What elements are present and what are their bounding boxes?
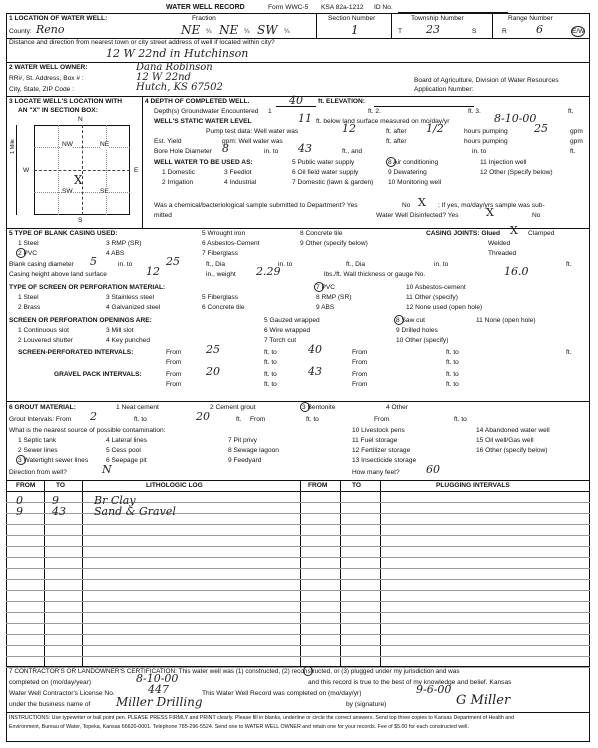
contam-11: 11 Fuel storage bbox=[352, 437, 398, 444]
business-name-value: Miller Drilling bbox=[116, 695, 203, 709]
instructions-line1: INSTRUCTIONS: Use typewriter or ball point pen. PLEASE PRESS FIRMLY and PRINT clearly. Please fill in blanks, underline or circle the correct answers. Send top three copies to Kansas Department of Health and bbox=[9, 715, 515, 721]
log-from-cell: 9 bbox=[16, 505, 23, 518]
section1-label: 1 LOCATION OF WATER WELL: bbox=[9, 15, 108, 22]
log-row-line bbox=[6, 524, 590, 525]
direction-value: N bbox=[102, 463, 112, 476]
completed-label: completed on (mo/day/year) bbox=[9, 679, 92, 686]
opening-9: 9 Drilled holes bbox=[396, 327, 438, 334]
contam-1: 1 Septic tank bbox=[18, 437, 57, 444]
gpi-from-value: 20 bbox=[206, 365, 220, 378]
distance-label: Distance and direction from nearest town or city street address of well if located within city? bbox=[9, 39, 275, 46]
log-row-line bbox=[6, 623, 590, 624]
yield-label2: gpm: Well water was bbox=[222, 138, 283, 145]
depth-label: 4 DEPTH OF COMPLETED WELL. bbox=[145, 98, 250, 105]
screen-12: 12 None used (open hole) bbox=[406, 304, 483, 311]
bcd-ft-dia: ft., Dia bbox=[206, 261, 226, 268]
opening-8-circle bbox=[394, 315, 404, 325]
static-level-value: 11 bbox=[298, 112, 312, 125]
gauge-value: 16.0 bbox=[504, 265, 529, 278]
threaded-label: Threaded bbox=[488, 250, 517, 257]
use-9: 9 Dewatering bbox=[388, 169, 427, 176]
record-completed-label: This Water Well Record was completed on (mo/day/yr) bbox=[202, 690, 362, 697]
casing-1: 1 Steel bbox=[18, 240, 39, 247]
gpi-ft-to-3: ft. to bbox=[264, 381, 277, 388]
county-value: Reno bbox=[36, 23, 65, 36]
contamination-label: What is the nearest source of possible contamination: bbox=[9, 427, 166, 434]
screen-6: 6 Concrete tile bbox=[202, 304, 245, 311]
log-to-cell: 43 bbox=[52, 505, 66, 518]
quad-ne: NE bbox=[100, 141, 110, 148]
disinfected-no: No bbox=[532, 212, 541, 219]
grout-1: 1 Neat cement bbox=[116, 404, 159, 411]
gw-3: ft. 3. bbox=[468, 108, 481, 115]
casing-height-value: 12 bbox=[146, 265, 160, 278]
use-11: 11 Injection well bbox=[480, 159, 527, 166]
chem-label: Was a chemical/bacteriological sample submitted to Department? Yes bbox=[154, 202, 358, 209]
form-number: Form WWC-5 bbox=[268, 4, 309, 11]
direction-label: Direction from well? bbox=[9, 469, 67, 476]
opening-3: 3 Mill slot bbox=[106, 327, 134, 334]
contam-14: 14 Abandoned water well bbox=[476, 427, 550, 434]
use-6: 6 Oil field water supply bbox=[292, 169, 359, 176]
gpi-from-label-3: From bbox=[166, 381, 182, 388]
contam-9: 9 Feedyard bbox=[228, 457, 262, 464]
gravel-pack-label: GRAVEL PACK INTERVALS: bbox=[54, 371, 142, 378]
chem-no-mark: X bbox=[418, 196, 426, 209]
gpi-to-value: 43 bbox=[308, 365, 322, 378]
quarter-3: SW bbox=[257, 23, 278, 37]
log-row-line bbox=[6, 601, 590, 602]
record-completed-date: 9-6-00 bbox=[416, 683, 452, 696]
grout-3: 3 Bentonite bbox=[302, 404, 336, 411]
disinfected-mark: X bbox=[486, 206, 494, 219]
screen-1: 1 Steel bbox=[18, 294, 39, 301]
certification-line2b: and this record is true to the best of my knowledge and belief. Kansas bbox=[308, 679, 512, 686]
section6-label: 6 GROUT MATERIAL: bbox=[9, 404, 76, 411]
license-label: Water Well Contractor's License No. bbox=[9, 690, 115, 697]
township-value: 23 bbox=[426, 23, 440, 36]
log-row-line bbox=[6, 535, 590, 536]
section-value: 1 bbox=[351, 23, 359, 37]
clamped-label: Clamped bbox=[528, 230, 555, 237]
log-row-line bbox=[6, 557, 590, 558]
grout-ft-to-3: ft. to bbox=[454, 416, 467, 423]
compass-e: E bbox=[134, 167, 139, 174]
opening-8: 8 Saw cut bbox=[396, 317, 425, 324]
grout-from-3: From bbox=[374, 416, 390, 423]
gpi-from-label-2: From bbox=[352, 371, 368, 378]
casing-height-label: Casing height above land surface bbox=[9, 271, 107, 278]
range-ew-circle bbox=[571, 26, 585, 37]
section5-label: 5 TYPE OF BLANK CASING USED: bbox=[9, 230, 118, 237]
township-t: T bbox=[398, 28, 403, 35]
spi-ft-to-2: ft. to bbox=[446, 349, 459, 356]
bcd-to-value: 25 bbox=[166, 255, 180, 268]
grout-4: 4 Other bbox=[386, 404, 408, 411]
disinfected-label: Water Well Disinfected? Yes bbox=[376, 212, 459, 219]
grout-3-circle bbox=[300, 402, 310, 412]
contam-13: 13 Insecticide storage bbox=[352, 457, 417, 464]
township-s: S bbox=[472, 28, 477, 35]
pump-test-label: Pump test data: Well water was bbox=[206, 128, 299, 135]
contam-8: 8 Sewage lagoon bbox=[228, 447, 279, 454]
use-5: 5 Public water supply bbox=[292, 159, 355, 166]
quarter-2: NE bbox=[219, 23, 239, 37]
contam-4: 4 Lateral lines bbox=[106, 437, 148, 444]
screen-4: 4 Galvanized steel bbox=[106, 304, 161, 311]
gpm-label-1: gpm bbox=[570, 128, 583, 135]
use-12: 12 Other (Specify below) bbox=[480, 169, 553, 176]
city-label: City, State, ZIP Code : bbox=[9, 86, 74, 93]
screen-8: 8 RMP (SR) bbox=[316, 294, 352, 301]
after-label: ft. after bbox=[386, 128, 407, 135]
hours-value: 25 bbox=[534, 122, 548, 135]
chem-ifyes: ; If yes, mo/day/yrs sample was sub- bbox=[438, 202, 545, 209]
log-to-header: TO bbox=[56, 482, 66, 489]
fraction-label: Fraction bbox=[192, 15, 216, 22]
signature-label: by (signature) bbox=[346, 701, 387, 708]
opening-10: 10 Other (specify) bbox=[396, 337, 449, 344]
gw-2: ft. 2. bbox=[368, 108, 381, 115]
contam-10: 10 Livestock pens bbox=[352, 427, 405, 434]
spi-from-label-2: From bbox=[352, 349, 368, 356]
spi-ft-to: ft. to bbox=[264, 349, 277, 356]
opening-4: 4 Key punched bbox=[106, 337, 150, 344]
use-8: 8 Air conditioning bbox=[388, 159, 439, 166]
plug-to-header: TO bbox=[352, 482, 362, 489]
id-label: ID No. bbox=[374, 4, 393, 11]
bcd-ft-dia-2: ft., Dia bbox=[346, 261, 366, 268]
chem-no: No bbox=[402, 202, 411, 209]
township-label: Township Number bbox=[411, 15, 464, 22]
mile-scale bbox=[16, 125, 17, 215]
grout-2: 2 Cement grout bbox=[210, 404, 256, 411]
use-label: WELL WATER TO BE USED AS: bbox=[154, 159, 253, 166]
static-level-label: WELL'S STATIC WATER LEVEL bbox=[154, 118, 252, 125]
grout-ft: ft. bbox=[236, 416, 242, 423]
contam-2: 2 Sewer lines bbox=[18, 447, 58, 454]
use-1: 1 Domestic bbox=[162, 169, 195, 176]
glued-mark: X bbox=[510, 224, 518, 237]
log-row-line bbox=[6, 612, 590, 613]
casing-9: 9 Other (specify below) bbox=[300, 240, 368, 247]
compass-w: W bbox=[23, 167, 30, 174]
constructed-circle bbox=[303, 666, 313, 676]
bcd-in-to-3: in. to bbox=[434, 261, 449, 268]
casing-2-circle bbox=[16, 248, 26, 258]
spi-ft-2: ft. bbox=[566, 349, 572, 356]
certification-line1: 7 CONTRACTOR'S OR LANDOWNER'S CERTIFICATION: This water well was (1) constructed, (2) reconstructed, or (3) plugged under my jurisdiction and was bbox=[9, 668, 460, 675]
grout-from-value: 2 bbox=[90, 410, 97, 423]
quad-sw: SW bbox=[62, 188, 73, 195]
lbs-label: lbs./ft. Wall thickness or gauge No. bbox=[324, 271, 426, 278]
log-row-line bbox=[6, 645, 590, 646]
contam-15: 15 Oil well/Gas well bbox=[476, 437, 534, 444]
section2-label: 2 WATER WELL OWNER: bbox=[9, 64, 88, 71]
casing-2: 2 PVC bbox=[18, 250, 38, 257]
log-from-cell: 0 bbox=[16, 494, 23, 507]
log-row-line bbox=[6, 656, 590, 657]
grout-from-2: From bbox=[250, 416, 266, 423]
plugging-intervals-header: PLUGGING INTERVALS bbox=[436, 482, 510, 489]
grout-ft-to: ft. to bbox=[134, 416, 147, 423]
casing-joints-label: CASING JOINTS: Glued bbox=[426, 230, 501, 237]
grout-intervals-label: Grout Intervals: From bbox=[9, 416, 72, 423]
use-8-circle bbox=[386, 157, 396, 167]
casing-4: 4 ABS bbox=[106, 250, 125, 257]
log-row-line bbox=[6, 579, 590, 580]
gpi-from-label: From bbox=[166, 371, 182, 378]
bcd-ft: ft. bbox=[566, 261, 572, 268]
bore-label: Bore Hole Diameter bbox=[154, 148, 212, 155]
range-ew: E/W bbox=[572, 28, 585, 35]
bcd-in-to-2: in. to bbox=[278, 261, 293, 268]
screen-5: 5 Fiberglass bbox=[202, 294, 238, 301]
quarter-sym-2: ¼ bbox=[244, 28, 250, 35]
spi-from-label-4: From bbox=[352, 359, 368, 366]
location-x-mark: X bbox=[74, 173, 83, 187]
bore-to-label: in. to bbox=[264, 148, 279, 155]
owner-address: 12 W 22nd bbox=[136, 72, 191, 83]
yield-label: Est. Yield bbox=[154, 138, 182, 145]
owner-city: Hutch, KS 67502 bbox=[136, 82, 223, 93]
county-label: County: bbox=[9, 28, 32, 35]
contam-7: 7 Pit privy bbox=[228, 437, 257, 444]
quarter-1: NE bbox=[181, 23, 201, 37]
use-2: 2 Irrigation bbox=[162, 179, 194, 186]
contam-5: 5 Cess pool bbox=[106, 447, 141, 454]
plug-from-header: FROM bbox=[308, 482, 328, 489]
spi-from-value: 25 bbox=[206, 343, 220, 356]
spi-from-label-3: From bbox=[166, 359, 182, 366]
section3-label2: AN "X" IN SECTION BOX: bbox=[18, 107, 98, 114]
openings-label: SCREEN OR PERFORATION OPENINGS ARE: bbox=[9, 317, 152, 324]
screen-10: 10 Asbestos-cement bbox=[406, 284, 466, 291]
screen-2: 2 Brass bbox=[18, 304, 41, 311]
compass-n: N bbox=[78, 116, 83, 123]
bore-in-to: in. to bbox=[472, 148, 487, 155]
screen-intervals-label: SCREEN-PERFORATED INTERVALS: bbox=[18, 349, 134, 356]
bore-ft-and: ft., and bbox=[342, 148, 363, 155]
log-to-cell: 9 bbox=[52, 494, 59, 507]
bcd-value: 5 bbox=[90, 255, 97, 268]
log-row-line bbox=[6, 590, 590, 591]
bore-to-value: 43 bbox=[298, 142, 312, 155]
screen-9: 9 ABS bbox=[316, 304, 335, 311]
log-desc-cell: Sand & Gravel bbox=[94, 505, 176, 518]
elevation-label: ft. ELEVATION: bbox=[318, 98, 366, 105]
use-10: 10 Monitoring well bbox=[388, 179, 442, 186]
spi-ft-to-3: ft. to bbox=[264, 359, 277, 366]
range-value: 6 bbox=[536, 23, 543, 36]
quarter-sym-1: ¼ bbox=[206, 28, 212, 35]
form-title: WATER WELL RECORD bbox=[166, 4, 245, 11]
static-level-date: 8-10-00 bbox=[494, 112, 537, 125]
static-level-label2: ft. below land surface measured on mo/day/yr bbox=[316, 118, 450, 125]
spi-to-value: 40 bbox=[308, 343, 322, 356]
contam-3-circle bbox=[16, 455, 26, 465]
grout-to-value: 20 bbox=[196, 410, 210, 423]
casing-7: 7 Fiberglass bbox=[202, 250, 238, 257]
gpi-from-label-4: From bbox=[352, 381, 368, 388]
contam-12: 12 Fertilizer storage bbox=[352, 447, 411, 454]
water-well-record-form bbox=[6, 4, 590, 742]
after-label-2: ft. after bbox=[386, 138, 407, 145]
log-row-line bbox=[6, 546, 590, 547]
section3-label: 3 LOCATE WELL'S LOCATION WITH bbox=[9, 98, 123, 105]
section-number-label: Section Number bbox=[328, 15, 376, 22]
lithologic-log-header: LITHOLOGIC LOG bbox=[146, 482, 203, 489]
log-row-line bbox=[6, 568, 590, 569]
use-3: 3 Feedlot bbox=[224, 169, 252, 176]
range-r: R bbox=[502, 28, 507, 35]
bcd-in-to: in. to bbox=[118, 261, 133, 268]
depth-value: 40 bbox=[289, 94, 303, 107]
instructions-line2: Environment, Bureau of Water, Topeka, Kansas 66620-0001. Telephone 785-296-5524. Send one to WATER WELL OWNER and retain one for your records. Fee of $5.00 for each constructed well. bbox=[9, 724, 469, 730]
hours-label: hours pumping bbox=[464, 128, 508, 135]
chem-mitted: mitted bbox=[154, 212, 172, 219]
quad-nw: NW bbox=[62, 141, 73, 148]
signature: G Miller bbox=[456, 693, 511, 708]
gpi-ft-to-2: ft. to bbox=[446, 371, 459, 378]
use-4: 4 Industrial bbox=[224, 179, 257, 186]
feet-value: 60 bbox=[426, 463, 440, 476]
casing-6: 6 Asbestos-Cement bbox=[202, 240, 260, 247]
screen-7-circle bbox=[314, 282, 324, 292]
screen-3: 3 Stainless steel bbox=[106, 294, 155, 301]
log-row-line bbox=[6, 634, 590, 635]
hours-label-2: hours pumping bbox=[464, 138, 508, 145]
blank-casing-diameter-label: Blank casing diameter bbox=[9, 261, 74, 268]
opening-2: 2 Louvered shutter bbox=[18, 337, 73, 344]
opening-5: 5 Gauzed wrapped bbox=[264, 317, 320, 324]
distance-value: 12 W 22nd in Hutchinson bbox=[106, 47, 249, 60]
address-label: RR#, St. Address, Box # : bbox=[9, 75, 84, 82]
contam-3: 3 Watertight sewer lines bbox=[18, 457, 89, 464]
application-label: Application Number: bbox=[414, 86, 474, 93]
gpm-label-2: gpm bbox=[570, 138, 583, 145]
mile-label: 1 Mile bbox=[10, 139, 16, 154]
after-value: 1/2 bbox=[426, 122, 444, 135]
casing-3: 3 RMP (SR) bbox=[106, 240, 142, 247]
opening-1: 1 Continuous slot bbox=[18, 327, 69, 334]
license-value: 447 bbox=[148, 683, 169, 696]
completed-date: 8-10-00 bbox=[136, 672, 179, 685]
use-7: 7 Domestic (lawn & garden) bbox=[292, 179, 374, 186]
compass-s: S bbox=[78, 217, 83, 224]
feet-label: How many feet? bbox=[352, 469, 400, 476]
range-label: Range Number bbox=[508, 15, 553, 22]
ksa-number: KSA 82a-1212 bbox=[321, 4, 364, 11]
spi-from-label: From bbox=[166, 349, 182, 356]
weight-label: in., weight bbox=[206, 271, 236, 278]
casing-8: 8 Concrete tile bbox=[300, 230, 343, 237]
gpi-ft-to: ft. to bbox=[264, 371, 277, 378]
owner-name: Dana Robinson bbox=[136, 62, 213, 73]
welded-label: Welded bbox=[488, 240, 511, 247]
groundwater-label: Depth(s) Groundwater Encountered bbox=[154, 108, 259, 115]
grout-ft-to-2: ft. to bbox=[306, 416, 319, 423]
board-label: Board of Agriculture, Division of Water Resources bbox=[414, 77, 559, 84]
gpi-ft-to-4: ft. to bbox=[446, 381, 459, 388]
casing-5: 5 Wrought iron bbox=[202, 230, 246, 237]
opening-6: 6 Wire wrapped bbox=[264, 327, 311, 334]
log-from-header: FROM bbox=[16, 482, 36, 489]
log-desc-cell: Br Clay bbox=[94, 494, 136, 507]
pump-value: 12 bbox=[342, 122, 356, 135]
business-name-label: under the business name of bbox=[9, 701, 91, 708]
screen-material-label: TYPE OF SCREEN OR PERFORATION MATERIAL: bbox=[9, 284, 166, 291]
contam-6: 6 Seepage pit bbox=[106, 457, 147, 464]
screen-7: 7 PVC bbox=[316, 284, 336, 291]
opening-11: 11 None (open hole) bbox=[476, 317, 536, 324]
contam-16: 16 Other (specify below) bbox=[476, 447, 548, 454]
gw-ft: ft. bbox=[568, 108, 574, 115]
gw-1: 1 bbox=[268, 108, 272, 115]
weight-value: 2.29 bbox=[256, 265, 281, 278]
bore-value: 8 bbox=[222, 142, 229, 155]
opening-7: 7 Torch cut bbox=[264, 337, 297, 344]
spi-ft-to-4: ft. to bbox=[446, 359, 459, 366]
quarter-sym-3: ¼ bbox=[284, 28, 290, 35]
quad-se: SE bbox=[100, 188, 109, 195]
bore-ft: ft. bbox=[570, 148, 576, 155]
screen-11: 11 Other (specify) bbox=[406, 294, 458, 301]
